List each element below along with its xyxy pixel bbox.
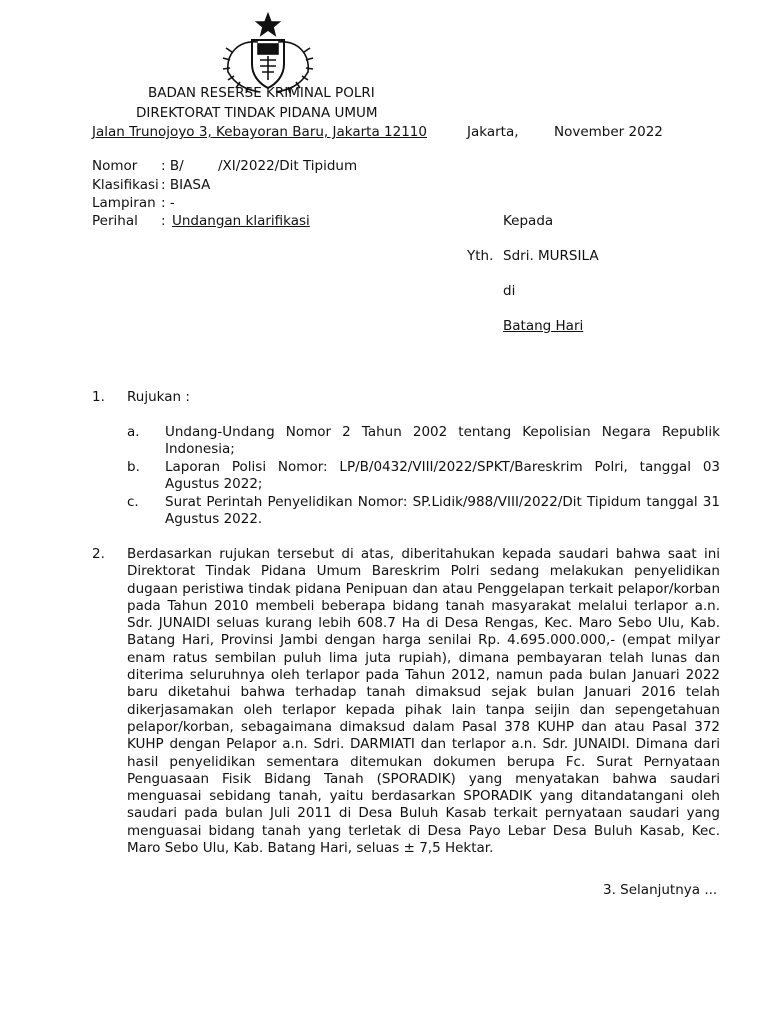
point-2-number: 2. xyxy=(92,546,105,562)
recipient-di: di xyxy=(503,283,516,299)
ref-c-text: Surat Perintah Penyelidikan Nomor: SP.Lidik/988/VIII/2022/Dit Tipidum tanggal 31 Agustus 2022. xyxy=(165,494,720,528)
perihal-value: Undangan klarifikasi xyxy=(172,213,310,229)
agency-address: Jalan Trunojoyo 3, Kebayoran Baru, Jakarta 12110 xyxy=(92,124,427,140)
polri-emblem-logo xyxy=(218,12,318,96)
recipient-place: Batang Hari xyxy=(503,318,584,334)
continuation-note: 3. Selanjutnya ... xyxy=(603,882,718,898)
perihal-label: Perihal xyxy=(92,213,138,229)
perihal-colon: : xyxy=(161,213,166,229)
point-1-title: Rujukan : xyxy=(127,389,190,405)
ref-b-text: Laporan Polisi Nomor: LP/B/0432/VIII/2022/SPKT/Bareskrim Polri, tanggal 03 Agustus 2022; xyxy=(165,459,720,493)
point-2-text: Berdasarkan rujukan tersebut di atas, diberitahukan kepada saudari bahwa saat ini Direktorat Tindak Pidana Umum Bareskrim Polri sedang melakukan penyelidikan dugaan peristiwa tindak pidana Penipuan dan atau Penggelapan terkait pelapor/korban pada Tahun 2010 membeli beberapa bidang tanah masyarakat melalui terlapor a.n. Sdr. JUNAIDI seluas kurang lebih 608.7 Ha di Desa Rengas, Kec. Maro Sebo Ulu, Kab. Batang Hari, Provinsi Jambi dengan harga senilai Rp. 4.695.000.000,- (empat milyar enam ratus sembilan puluh lima juta rupiah), dimana pembayaran telah lunas dan diterima seluruhnya oleh terlapor pada Tahun 2012, namun pada bulan Januari 2022 baru diketahui bahwa terhadap tanah dimaksud sejak bulan Januari 2016 telah dikerjasamakan oleh terlapor kepada pihak lain tanpa seijin dan sepengetahuan pelapor/korban, sebagaimana dimaksud dalam Pasal 378 KUHP dan atau Pasal 372 KUHP dengan Pelapor a.n. Sdri. DARMIATI dan terlapor a.n. Sdr. JUNAIDI. Dimana dari hasil penyelidikan sementara ditemukan dokumen berupa Fc. Surat Pernyataan Penguasaan Fisik Bidang Tanah (SPORADIK) yang menyatakan bahwa saudari menguasai sebidang tanah, yaitu berdasarkan SPORADIK yang ditandatangani oleh saudari pada bulan Juli 2011 di Desa Buluh Kasab terkait pernyataan saudari yang menguasai bidang tanah yang terletak di Desa Payo Lebar Desa Buluh Kasab, Kec. Maro Sebo Ulu, Kab. Batang Hari, seluas ± 7,5 Hektar. xyxy=(127,546,720,857)
agency-name: BADAN RESERSE KRIMINAL POLRI xyxy=(148,85,375,101)
lampiran-label: Lampiran xyxy=(92,195,156,211)
date-month-year: November 2022 xyxy=(554,124,663,140)
date-city: Jakarta, xyxy=(467,124,519,140)
kepada-label: Kepada xyxy=(503,213,554,229)
klasifikasi-label: Klasifikasi xyxy=(92,177,159,193)
recipient-name: Sdri. MURSILA xyxy=(503,248,599,264)
directorate-name: DIREKTORAT TINDAK PIDANA UMUM xyxy=(136,105,378,121)
lampiran-value: : - xyxy=(161,195,175,211)
nomor-value: : B/ /XI/2022/Dit Tipidum xyxy=(161,158,358,174)
point-1-number: 1. xyxy=(92,389,105,405)
yth-label: Yth. xyxy=(467,248,494,264)
ref-a-text: Undang-Undang Nomor 2 Tahun 2002 tentang Kepolisian Negara Republik Indonesia; xyxy=(165,424,720,458)
ref-c-letter: c. xyxy=(127,494,139,510)
klasifikasi-value: : BIASA xyxy=(161,177,211,193)
nomor-label: Nomor xyxy=(92,158,138,174)
ref-b-letter: b. xyxy=(127,459,140,475)
ref-a-letter: a. xyxy=(127,424,140,440)
